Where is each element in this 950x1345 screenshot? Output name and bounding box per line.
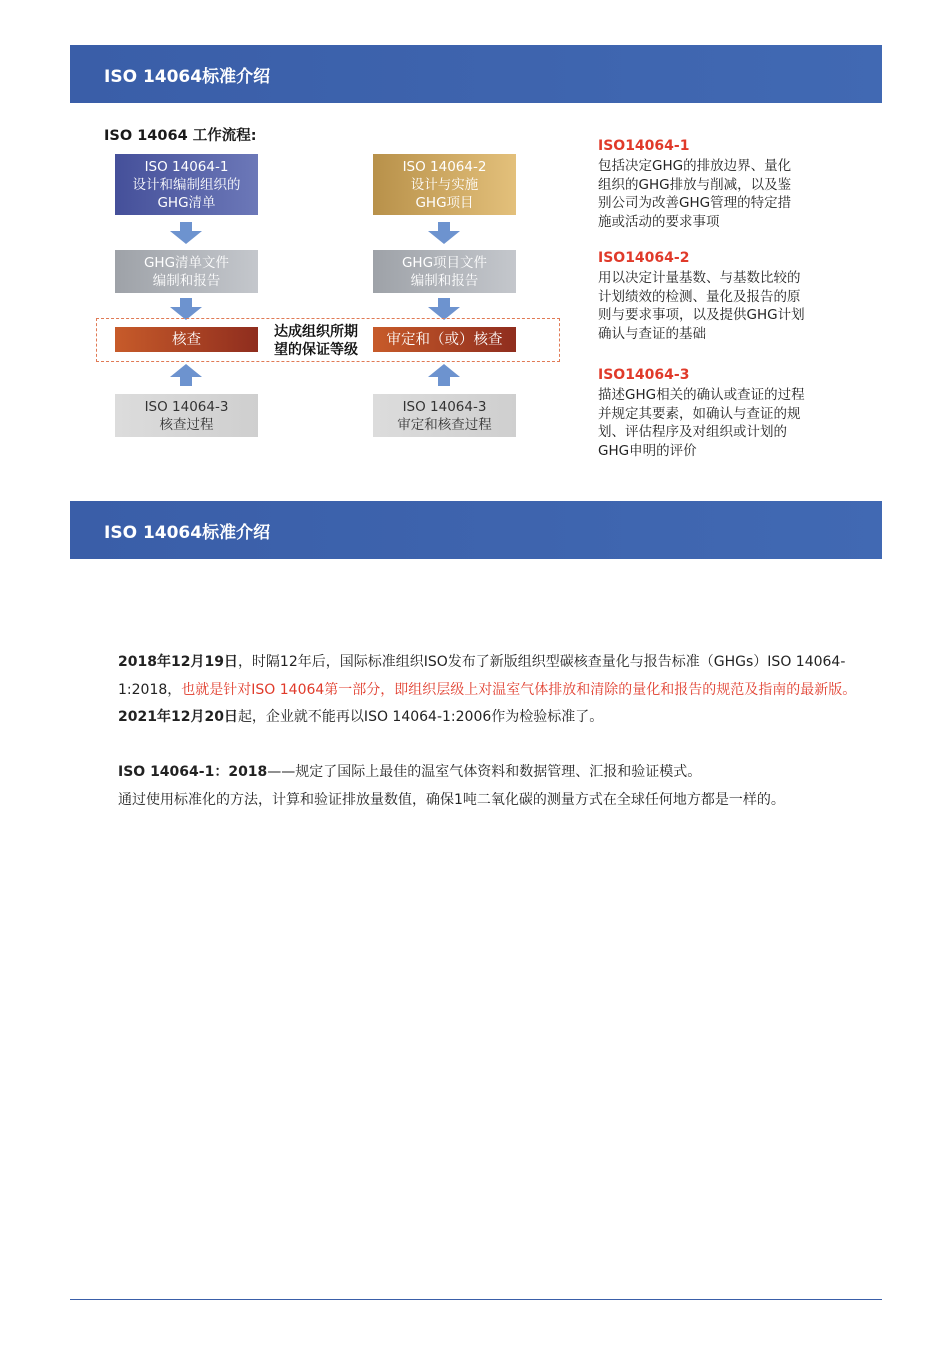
arrow-down-icon: [170, 298, 202, 320]
box-line: 审定和核查过程: [397, 416, 492, 433]
box-iso14064-3-verification: [115, 394, 258, 437]
arrow-down-icon: [428, 298, 460, 320]
note-line: 施或活动的要求事项: [598, 213, 720, 230]
box-ghg-project-report: [373, 250, 516, 293]
box-ghg-inventory-report: [115, 250, 258, 293]
note-line: 组织的GHG排放与削减，以及鉴: [598, 176, 792, 193]
paragraph-iso-2018-release: [118, 649, 858, 732]
assurance-level-label: [262, 323, 370, 359]
box-line: 核查: [172, 331, 201, 348]
para-text: ——规定了国际上最佳的温室气体资料和数据管理、汇报和验证模式。: [267, 764, 702, 780]
banner-title: ISO 14064标准介绍: [104, 66, 271, 87]
note-heading-3: ISO14064-3: [598, 367, 690, 383]
label-line: 望的保证等级: [274, 342, 358, 358]
arrow-down-icon: [170, 222, 202, 244]
highlight-text: 也就是针对ISO 14064第一部分，即组织层级上对温室气体排放和清除的量化和报告的规范及指南的最新版。: [181, 681, 857, 698]
workflow-title: ISO 14064 工作流程:: [104, 128, 257, 144]
bold-lead: ISO 14064-1：2018: [118, 764, 268, 780]
box-line: 核查过程: [159, 416, 214, 433]
box-iso14064-1: [115, 154, 258, 215]
date-2021: 2021年12月20日: [118, 709, 238, 725]
box-line: GHG项目文件: [401, 254, 488, 271]
footer-divider: [70, 1299, 882, 1300]
date-2018: 2018年12月19日: [118, 654, 238, 670]
note-line: 划、评估程序及对组织或计划的: [598, 424, 787, 440]
box-line: 审定和（或）核查: [386, 331, 503, 348]
box-validation-verification: [373, 327, 516, 352]
note-line: 计划绩效的检测、量化及报告的原: [598, 288, 801, 305]
box-line: GHG项目: [415, 194, 474, 211]
note-line: 确认与查证的基础: [598, 325, 706, 342]
section-banner-2: [70, 501, 882, 559]
arrow-up-icon: [170, 364, 202, 386]
para-line-2: 通过使用标准化的方法，计算和验证排放量数值，确保1吨二氧化碳的测量方式在全球任何地方都是一样的。: [118, 791, 785, 808]
note-line: 别公司为改善GHG管理的特定措: [598, 195, 792, 211]
paragraph-iso-2018-scope: [118, 759, 858, 814]
banner-title: ISO 14064标准介绍: [104, 522, 271, 543]
para-text: ，时隔12年后，国际标准组织ISO发布了新版组织型碳核查量化与报告标准（GHGs）ISO 14064-1:2018，: [118, 654, 846, 698]
box-line: 编制和报告: [410, 272, 479, 289]
note-text-2: [598, 269, 838, 343]
para-text: 起，企业就不能再以ISO 14064-1:2006作为检验标准了。: [237, 709, 604, 725]
note-text-3: [598, 386, 838, 460]
box-iso14064-3-validation: [373, 394, 516, 437]
box-iso14064-2: [373, 154, 516, 215]
note-line: 则与要求事项，以及提供GHG计划: [598, 307, 805, 323]
box-line: GHG清单: [157, 194, 216, 211]
para-line-1: [118, 759, 858, 787]
box-line: ISO 14064-3: [402, 398, 487, 415]
note-line: 用以决定计量基数、与基数比较的: [598, 270, 801, 286]
box-line: ISO 14064-1: [144, 158, 229, 175]
note-line: GHG申明的评价: [598, 442, 697, 459]
note-line: 并规定其要素，如确认与查证的规: [598, 405, 801, 422]
arrow-down-icon: [428, 222, 460, 244]
box-line: 编制和报告: [152, 272, 221, 289]
note-line: 描述GHG相关的确认或查证的过程: [598, 387, 805, 403]
box-line: ISO 14064-2: [402, 158, 487, 175]
note-line: 包括决定GHG的排放边界、量化: [598, 158, 792, 174]
box-line: 设计和编制组织的: [132, 176, 241, 193]
label-line: 达成组织所期: [274, 324, 358, 340]
note-heading-2: ISO14064-2: [598, 250, 690, 266]
box-line: 设计与实施: [410, 176, 479, 193]
arrow-up-icon: [428, 364, 460, 386]
box-line: GHG清单文件: [143, 254, 230, 271]
box-line: ISO 14064-3: [144, 398, 229, 415]
section-banner-1: [70, 45, 882, 103]
note-text-1: [598, 157, 838, 231]
box-verification: [115, 327, 258, 352]
note-heading-1: ISO14064-1: [598, 138, 690, 154]
